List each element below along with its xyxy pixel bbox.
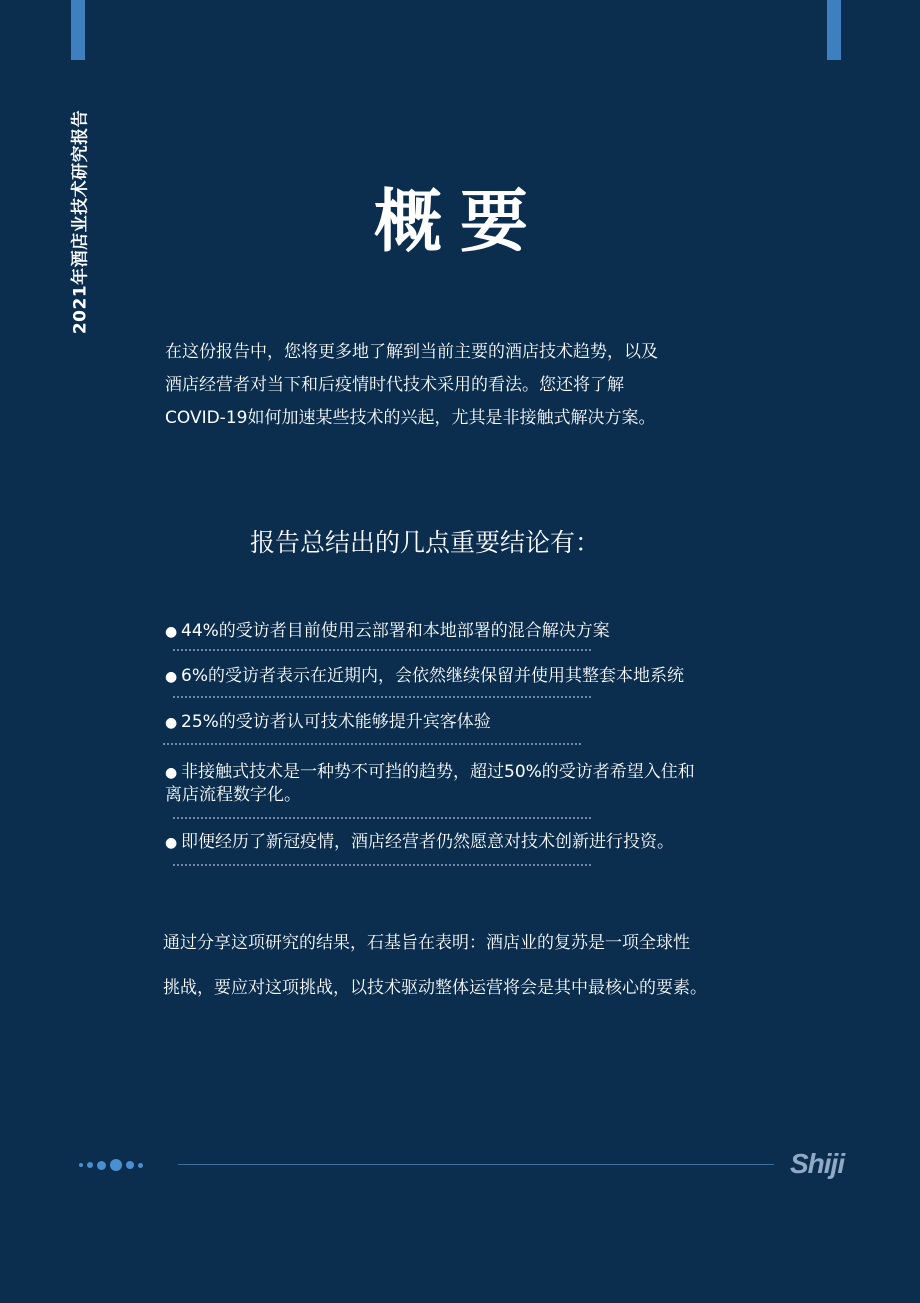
- bullet-icon: ●: [165, 835, 178, 851]
- bullet-icon: ●: [165, 715, 178, 731]
- finding-text: 6%的受访者表示在近期内，会依然继续保留并使用其整套本地系统: [181, 666, 684, 686]
- top-accent-bar-right: [827, 0, 841, 60]
- finding-text-continued: 离店流程数字化。: [165, 785, 301, 805]
- dot-icon: [87, 1162, 93, 1168]
- finding-text: 25%的受访者认可技术能够提升宾客体验: [181, 712, 491, 732]
- bullet-icon: ●: [165, 669, 178, 685]
- dot-icon: [138, 1163, 143, 1168]
- dotted-divider: [173, 864, 591, 866]
- side-report-title: 2021年酒店业技术研究报告: [70, 109, 91, 335]
- page-title: 概要: [373, 183, 546, 262]
- finding-item: [165, 665, 684, 688]
- top-accent-bar-left: [71, 0, 85, 60]
- footer-dots-decoration: [79, 1158, 143, 1172]
- dot-icon: [110, 1159, 122, 1171]
- closing-line: 挑战，要应对这项挑战，以技术驱动整体运营将会是其中最核心的要素。: [163, 978, 707, 998]
- dot-icon: [126, 1161, 134, 1169]
- intro-paragraph: [165, 336, 765, 435]
- finding-item: [165, 831, 674, 854]
- finding-item: [165, 711, 491, 734]
- dotted-divider: [173, 696, 591, 698]
- dotted-divider: [173, 817, 591, 819]
- bullet-icon: ●: [165, 624, 178, 640]
- dotted-divider: [163, 743, 581, 745]
- dot-icon: [97, 1161, 106, 1170]
- footer-divider: [178, 1164, 774, 1165]
- finding-item: [165, 761, 695, 806]
- finding-text: 非接触式技术是一种势不可挡的趋势，超过50%的受访者希望入住和: [181, 762, 695, 782]
- intro-line: COVID-19如何加速某些技术的兴起，尤其是非接触式解决方案。: [165, 408, 656, 428]
- dotted-divider: [173, 649, 591, 651]
- closing-line: 通过分享这项研究的结果，石基旨在表明：酒店业的复苏是一项全球性: [163, 933, 690, 953]
- conclusions-heading: 报告总结出的几点重要结论有：: [250, 528, 601, 557]
- finding-item: [165, 620, 610, 643]
- shiji-logo: Shiji: [790, 1148, 845, 1179]
- bullet-icon: ●: [165, 765, 178, 781]
- intro-line: 酒店经营者对当下和后疫情时代技术采用的看法。您还将了解: [165, 375, 624, 395]
- finding-text: 44%的受访者目前使用云部署和本地部署的混合解决方案: [181, 621, 610, 641]
- dot-icon: [79, 1163, 83, 1167]
- finding-text: 即便经历了新冠疫情，酒店经营者仍然愿意对技术创新进行投资。: [181, 832, 674, 852]
- intro-line: 在这份报告中，您将更多地了解到当前主要的酒店技术趋势，以及: [165, 342, 658, 362]
